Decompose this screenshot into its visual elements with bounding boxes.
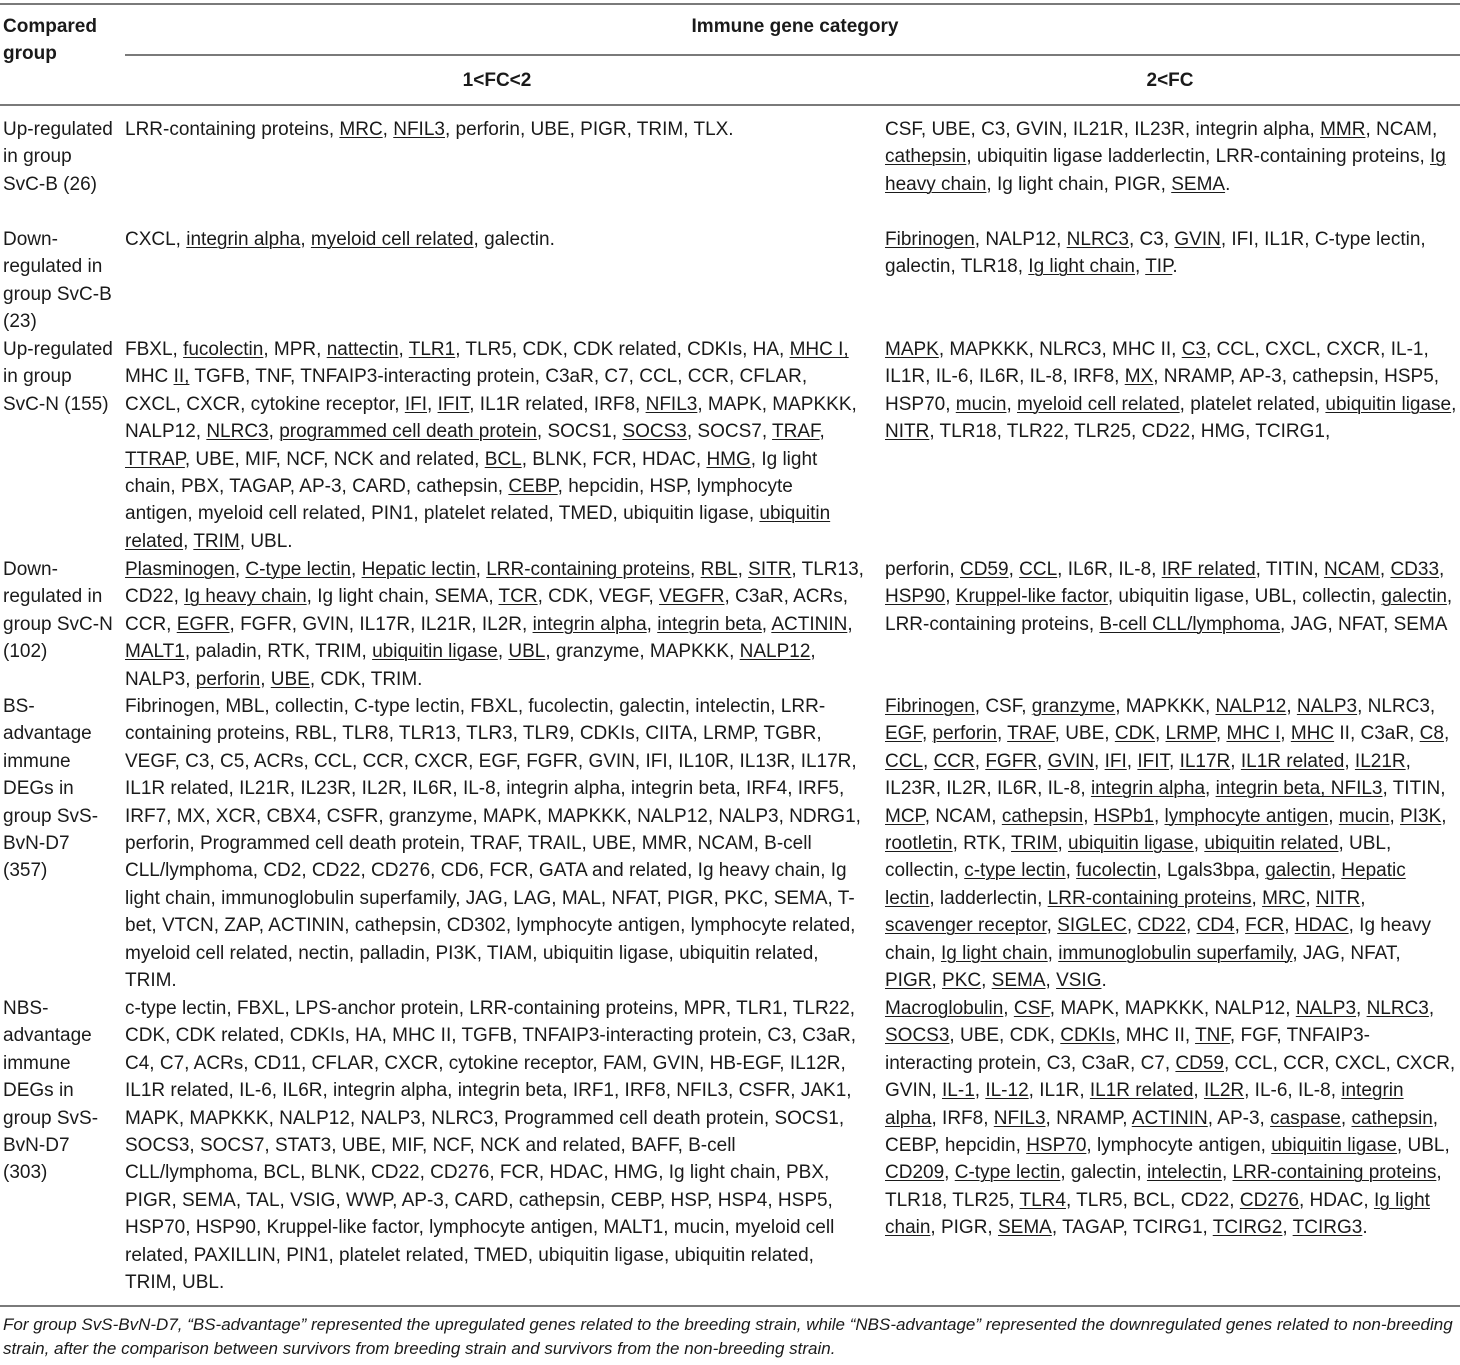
underlined-gene: Kruppel-like factor (955, 586, 1108, 608)
underlined-gene: BCL (484, 448, 522, 470)
underlined-gene: IL1R related (1240, 750, 1345, 772)
genes-fc-low: Fibrinogen, MBL, collectin, C-type lectin, FBXL, fucolectin, galectin, intelectin, LRR-containing proteins, RBL, TLR8, TLR13, TLR3, TLR9, CDKIs, CIITA, LRMP, TGBR, VEGF, C3, C5, ACRs, CCL, CCR, CXCR, EGF, FGFR, GVIN, IFI, IL10R, IL13R, IL17R, IL1R related, IL21R, IL23R, IL2R, IL6R, IL-8, integrin alpha, integrin beta, IRF4, IRF5, IRF7, MX, XCR, CBX4, CSFR, granzyme, MAPK, MAPKKK, NALP12, NALP3, NDRG1, perforin, Programmed cell death protein, TRAF, TRAIL, UBE, MMR, NCAM, B-cell CLL/lymphoma, CD2, CD22, CD276, CD6, FCR, GATA and related, Ig heavy chain, Ig light chain, immunoglobulin superfamily, JAG, LAG, MAL, NFAT, PIGR, PKC, SEMA, T-bet, VTCN, ZAP, ACTININ, cathepsin, CD302, lymphocyte antigen, lymphocyte related, myeloid cell related, nectin, palladin, PI3K, TIAM, ubiquitin ligase, ubiquitin related, TRIM. (125, 696, 861, 992)
underlined-gene: CD22 (1137, 915, 1186, 937)
underlined-gene: B-cell CLL/lymphoma (1099, 613, 1280, 635)
underlined-gene: nattectin (326, 339, 399, 360)
underlined-gene: UBL (508, 641, 546, 663)
underlined-gene: Ig light chain (940, 942, 1048, 964)
underlined-gene: RBL (700, 559, 738, 580)
underlined-gene: CDKIs (1060, 1025, 1116, 1047)
underlined-gene: UBE (270, 668, 310, 690)
underlined-gene: NCAM (1323, 559, 1380, 580)
underlined-gene: MALT1 (125, 641, 185, 663)
underlined-gene: MHC I (1226, 723, 1281, 745)
underlined-gene: CSF (1013, 998, 1050, 1019)
underlined-gene: ubiquitin ligase (1271, 1135, 1397, 1157)
underlined-gene: fucolectin (1076, 860, 1157, 882)
underlined-gene: IFI (1104, 750, 1127, 772)
underlined-gene: HSP90 (885, 586, 946, 608)
underlined-gene: IL21R (1354, 750, 1406, 772)
underlined-gene: IL1R related (1089, 1080, 1194, 1102)
underlined-gene: NALP3 (1296, 696, 1358, 717)
underlined-gene: NALP12 (739, 641, 811, 663)
header-bottom-rule (0, 104, 1460, 106)
underlined-gene: C3 (1181, 339, 1206, 360)
underlined-gene: NLRC3 (206, 421, 269, 443)
header-fc-high: 2<FC (1146, 70, 1194, 91)
underlined-gene: galectin (1381, 586, 1447, 608)
underlined-gene: VSIG (1056, 970, 1102, 992)
underlined-gene: CD33 (1390, 559, 1440, 580)
underlined-gene: Fibrinogen (885, 696, 975, 717)
genes-fc-high: Fibrinogen, CSF, granzyme, MAPKKK, NALP12, NALP3, NLRC3, EGF, perforin, TRAF, UBE, CDK, LRMP, MHC I, MHC II, C3aR, C8, CCL, CCR, FGFR, GVIN, IFI, IFIT, IL17R, IL1R related, IL21R, IL23R, IL2R, IL6R, IL-8, integrin alpha, integrin beta, NFIL3, TITIN, MCP, NCAM, cathepsin, HSPb1, lymphocyte antigen, mucin, PI3K, rootletin, RTK, TRIM, ubiquitin ligase, ubiquitin related, UBL, collectin, c-type lectin, fucolectin, Lgals3bpa, galectin, Hepatic lectin, ladderlectin, LRR-containing proteins, MRC, NITR, scavenger receptor, SIGLEC, CD22, CD4, FCR, HDAC, Ig heavy chain, Ig light chain, immunoglobulin superfamily, JAG, NFAT, PIGR, PKC, SEMA, VSIG. (885, 696, 1450, 992)
underlined-gene: NALP12 (1215, 696, 1287, 717)
underlined-gene: FGFR (985, 750, 1038, 772)
underlined-gene: integrin alpha (532, 613, 647, 635)
underlined-gene: C-type lectin (245, 559, 352, 580)
underlined-gene: perforin (932, 723, 997, 745)
underlined-gene: TIP (1145, 256, 1173, 278)
underlined-gene: MHC (1290, 723, 1335, 745)
underlined-gene: GVIN (1174, 229, 1221, 250)
underlined-gene: NLRC3 (1066, 229, 1129, 250)
underlined-gene: NLRC3 (1366, 998, 1429, 1019)
underlined-gene: NFIL3 (993, 1107, 1046, 1129)
header-subrule (125, 54, 1460, 56)
genes-fc-low: LRR-containing proteins, MRC, NFIL3, perforin, UBE, PIGR, TRIM, TLX. (125, 119, 734, 140)
underlined-gene: EGF (885, 723, 922, 745)
underlined-gene: Ig light chain (1028, 256, 1135, 278)
underlined-gene: IFI (404, 393, 427, 415)
underlined-gene: ACTININ (1131, 1107, 1208, 1129)
underlined-gene: TRIM (1011, 833, 1058, 855)
underlined-gene: HMG (706, 448, 751, 470)
table-bottom-rule (0, 1305, 1460, 1307)
underlined-gene: Ig light chain (885, 1189, 1430, 1239)
underlined-gene: ubiquitin ligase (372, 641, 498, 663)
underlined-gene: MRC (1262, 887, 1306, 909)
underlined-gene: SEMA (998, 1217, 1052, 1239)
table-footnote: For group SvS-BvN-D7, “BS-advantage” represented the upregulated genes related to the breeding strain, while “NBS-advantage” represented the downregulated genes related to non-breeding strain, after the comparison between survivors from breeding strain and survivors from the non-breeding strain. (3, 1315, 1453, 1358)
underlined-gene: C-type lectin (954, 1162, 1061, 1184)
underlined-gene: myeloid cell related (1017, 393, 1180, 415)
underlined-gene: cathepsin (1001, 805, 1084, 827)
underlined-gene: CEBP (508, 476, 558, 498)
underlined-gene: PI3K (1400, 805, 1442, 827)
underlined-gene: Fibrinogen (885, 229, 975, 250)
underlined-gene: CCL (885, 750, 924, 772)
underlined-gene: SITR (748, 559, 792, 580)
underlined-gene: CD4 (1196, 915, 1235, 937)
underlined-gene: c-type lectin (964, 860, 1066, 882)
genes-fc-low: c-type lectin, FBXL, LPS-anchor protein, LRR-containing proteins, MPR, TLR1, TLR22, CDK, CDK related, CDKIs, HA, MHC II, TGFB, TNFAIP3-interacting protein, C3, C3aR, C4, C7, ACRs, CD11, CFLAR, CXCR, cytokine receptor, FAM, GVIN, HB-EGF, IL12R, IL1R related, IL-6, IL6R, integrin alpha, integrin beta, IRF1, IRF8, NFIL3, CSFR, JAK1, MAPK, MAPKKK, NALP12, NALP3, NLRC3, Programmed cell death protein, SOCS1, SOCS3, SOCS7, STAT3, UBE, MIF, NCF, NCK and related, BAFF, B-cell CLL/lymphoma, BCL, BLNK, CD22, CD276, FCR, HDAC, HMG, Ig light chain, PBX, PIGR, SEMA, TAL, VSIG, WWP, AP-3, CARD, cathepsin, CEBP, HSP, HSP4, HSP5, HSP70, HSP90, Kruppel-like factor, lymphocyte antigen, MALT1, mucin, myeloid cell related, PAXILLIN, PIN1, platelet related, TMED, ubiquitin ligase, ubiquitin related, TRIM, UBL. (125, 998, 857, 1294)
genes-fc-high: CSF, UBE, C3, GVIN, IL21R, IL23R, integrin alpha, MMR, NCAM, cathepsin, ubiquitin ligase ladderlectin, LRR-containing proteins, Ig heavy chain, Ig light chain, PIGR, SEMA. (885, 119, 1446, 195)
underlined-gene: perforin (195, 668, 261, 690)
underlined-gene: lymphocyte antigen (1164, 805, 1329, 827)
genes-fc-high: Macroglobulin, CSF, MAPK, MAPKKK, NALP12, NALP3, NLRC3, SOCS3, UBE, CDK, CDKIs, MHC II, TNF, FGF, TNFAIP3-interacting protein, C3, C3aR, C7, CD59, CCL, CCR, CXCL, CXCR, GVIN, IL-1, IL-12, IL1R, IL1R related, IL2R, IL-6, IL-8, integrin alpha, IRF8, NFIL3, NRAMP, ACTININ, AP-3, caspase, cathepsin, CEBP, hepcidin, HSP70, lymphocyte antigen, ubiquitin ligase, UBL, CD209, C-type lectin, galectin, intelectin, LRR-containing proteins, TLR18, TLR25, TLR4, TLR5, BCL, CD22, CD276, HDAC, Ig light chain, PIGR, SEMA, TAGAP, TCIRG1, TCIRG2, TCIRG3. (885, 998, 1456, 1239)
underlined-gene: rootletin (885, 833, 953, 855)
underlined-gene: CD59 (959, 559, 1009, 580)
underlined-gene: immunoglobulin superfamily (1058, 942, 1293, 964)
underlined-gene: NFIL3 (645, 393, 698, 415)
underlined-gene: PIGR (885, 970, 932, 992)
underlined-gene: granzyme (1031, 696, 1116, 717)
underlined-gene: PKC (942, 970, 982, 992)
underlined-gene: LRR-containing proteins (1047, 887, 1252, 909)
header-fc-low: 1<FC<2 (462, 70, 532, 91)
underlined-gene: II, (173, 366, 190, 388)
underlined-gene: scavenger receptor (885, 915, 1047, 937)
underlined-gene: TLR4 (1019, 1189, 1066, 1211)
genes-fc-high: Fibrinogen, NALP12, NLRC3, C3, GVIN, IFI, IL1R, C-type lectin, galectin, TLR18, Ig light chain, TIP. (885, 229, 1426, 278)
underlined-gene: TRAF (1007, 723, 1055, 745)
underlined-gene: fucolectin (183, 339, 264, 360)
underlined-gene: IL17R (1179, 750, 1231, 772)
underlined-gene: MHC I, (789, 339, 849, 360)
underlined-gene: TCIRG2 (1212, 1217, 1283, 1239)
underlined-gene: TRAF (772, 421, 820, 443)
underlined-gene: Macroglobulin (885, 998, 1004, 1019)
underlined-gene: ubiquitin ligase (1068, 833, 1194, 855)
underlined-gene: IL-1 (942, 1080, 975, 1102)
underlined-gene: mucin (1338, 805, 1390, 827)
underlined-gene: NITR (1315, 887, 1361, 909)
underlined-gene: IFIT (1137, 750, 1170, 772)
underlined-gene: MX (1124, 366, 1154, 388)
genes-fc-high: perforin, CD59, CCL, IL6R, IL-8, IRF related, TITIN, NCAM, CD33, HSP90, Kruppel-like factor, ubiquitin ligase, UBL, collectin, galectin, LRR-containing proteins, B-cell CLL/lymphoma, JAG, NFAT, SEMA (885, 559, 1453, 635)
genes-fc-low: Plasminogen, C-type lectin, Hepatic lectin, LRR-containing proteins, RBL, SITR, TLR13, CD22, Ig heavy chain, Ig light chain, SEMA, TCR, CDK, VEGF, VEGFR, C3aR, ACRs, CCR, EGFR, FGFR, GVIN, IL17R, IL21R, IL2R, integrin alpha, integrin beta, ACTININ, MALT1, paladin, RTK, TRIM, ubiquitin ligase, UBL, granzyme, MAPKKK, NALP12, NALP3, perforin, UBE, CDK, TRIM. (125, 559, 864, 690)
row-label: BS-advantage immune DEGs in group SvS-BvN-D7 (357) (3, 696, 99, 882)
underlined-gene: cathepsin (885, 146, 967, 168)
genes-fc-low: FBXL, fucolectin, MPR, nattectin, TLR1, TLR5, CDK, CDK related, CDKIs, HA, MHC I, MHC II, TGFB, TNF, TNFAIP3-interacting protein, C3aR, C7, CCL, CCR, CFLAR, CXCL, CXCR, cytokine receptor, IFI, IFIT, IL1R related, IRF8, NFIL3, MAPK, MAPKKK, NALP12, NLRC3, programmed cell death protein, SOCS1, SOCS3, SOCS7, TRAF, TTRAP, UBE, MIF, NCF, NCK and related, BCL, BLNK, FCR, HDAC, HMG, Ig light chain, PBX, TAGAP, AP-3, CARD, cathepsin, CEBP, hepcidin, HSP, lymphocyte antigen, myeloid cell related, PIN1, platelet related, TMED, ubiquitin ligase, ubiquitin related, TRIM, UBL. (125, 339, 857, 552)
underlined-gene: TLR1 (408, 339, 456, 360)
underlined-gene: IFIT (437, 393, 470, 415)
underlined-gene: LRR-containing proteins (486, 559, 691, 580)
underlined-gene: caspase (1270, 1107, 1341, 1129)
underlined-gene: HDAC (1294, 915, 1349, 937)
underlined-gene: NITR (885, 421, 930, 443)
underlined-gene: HSPb1 (1093, 805, 1154, 827)
underlined-gene: MCP (885, 805, 925, 827)
row-label: NBS-advantage immune DEGs in group SvS-BvN-D7 (303) (3, 998, 99, 1184)
underlined-gene: CDK (1114, 723, 1155, 745)
underlined-gene: Hepatic lectin (361, 559, 476, 580)
underlined-gene: MAPK (885, 339, 939, 360)
underlined-gene: CCR (933, 750, 975, 772)
underlined-gene: Hepatic lectin (885, 860, 1406, 909)
underlined-gene: galectin (1265, 860, 1331, 882)
underlined-gene: SOCS3 (622, 421, 687, 443)
underlined-gene: integrin alpha (1090, 778, 1206, 800)
underlined-gene: GVIN (1047, 750, 1095, 772)
genes-fc-high: MAPK, MAPKKK, NLRC3, MHC II, C3, CCL, CXCL, CXCR, IL-1, IL1R, IL-6, IL6R, IL-8, IRF8, MX, NRAMP, AP-3, cathepsin, HSP5, HSP70, mucin, myeloid cell related, platelet related, ubiquitin ligase, NITR, TLR18, TLR22, TLR25, CD22, HMG, TCIRG1, (885, 339, 1457, 443)
underlined-gene: MMR (1320, 119, 1366, 140)
underlined-gene: Ig heavy chain (885, 146, 1446, 195)
underlined-gene: HSP70 (1026, 1135, 1087, 1157)
underlined-gene: Plasminogen (125, 559, 235, 580)
underlined-gene: cathepsin (1351, 1107, 1433, 1129)
underlined-gene: VEGFR (659, 586, 725, 608)
underlined-gene: integrin beta (657, 613, 762, 635)
underlined-gene: SOCS3 (885, 1025, 950, 1047)
underlined-gene: IL2R (1203, 1080, 1245, 1102)
underlined-gene: TCIRG3 (1292, 1217, 1363, 1239)
row-label: Down-regulated in group SvC-B (23) (3, 229, 112, 333)
underlined-gene: NALP3 (1295, 998, 1357, 1019)
underlined-gene: CCL (1019, 559, 1058, 580)
underlined-gene: SEMA (991, 970, 1046, 992)
underlined-gene: intelectin (1146, 1162, 1222, 1184)
underlined-gene: myeloid cell related (310, 229, 474, 250)
underlined-gene: SEMA (1171, 173, 1226, 195)
underlined-gene: TCR (498, 586, 538, 608)
underlined-gene: EGFR (176, 613, 230, 635)
underlined-gene: ACTININ (771, 613, 848, 635)
underlined-gene: programmed cell death protein (279, 421, 537, 443)
underlined-gene: LRR-containing proteins (1232, 1162, 1437, 1184)
underlined-gene: MRC (339, 119, 383, 140)
underlined-gene: TNF (1195, 1025, 1230, 1047)
underlined-gene: IRF related (1161, 559, 1256, 580)
header-compared-group: Compared group (3, 16, 97, 65)
underlined-gene: ubiquitin related (1204, 833, 1339, 855)
underlined-gene: CD276 (1239, 1189, 1299, 1211)
underlined-gene: ubiquitin related (125, 503, 831, 552)
underlined-gene: IL-12 (985, 1080, 1029, 1102)
underlined-gene: C8 (1419, 723, 1444, 745)
underlined-gene: SIGLEC (1057, 915, 1127, 937)
row-label: Down-regulated in group SvC-N (102) (3, 559, 113, 663)
underlined-gene: integrin alpha (186, 229, 301, 250)
underlined-gene: LRMP (1165, 723, 1216, 745)
header-immune-gene-category: Immune gene category (691, 16, 899, 37)
underlined-gene: Ig heavy chain (184, 586, 307, 608)
top-rule (0, 3, 1460, 5)
underlined-gene: TRIM (193, 530, 240, 552)
row-label: Up-regulated in group SvC-N (155) (3, 339, 113, 415)
underlined-gene: ubiquitin ligase (1325, 393, 1452, 415)
underlined-gene: integrin beta, NFIL3 (1215, 778, 1383, 800)
row-label: Up-regulated in group SvC-B (26) (3, 119, 113, 195)
underlined-gene: mucin (955, 393, 1007, 415)
underlined-gene: TTRAP (125, 448, 185, 470)
underlined-gene: CD59 (1175, 1052, 1224, 1074)
genes-fc-low: CXCL, integrin alpha, myeloid cell related, galectin. (125, 229, 555, 250)
underlined-gene: NFIL3 (393, 119, 445, 140)
underlined-gene: integrin alpha (885, 1080, 1404, 1129)
underlined-gene: CD209 (885, 1162, 945, 1184)
underlined-gene: FCR (1245, 915, 1285, 937)
